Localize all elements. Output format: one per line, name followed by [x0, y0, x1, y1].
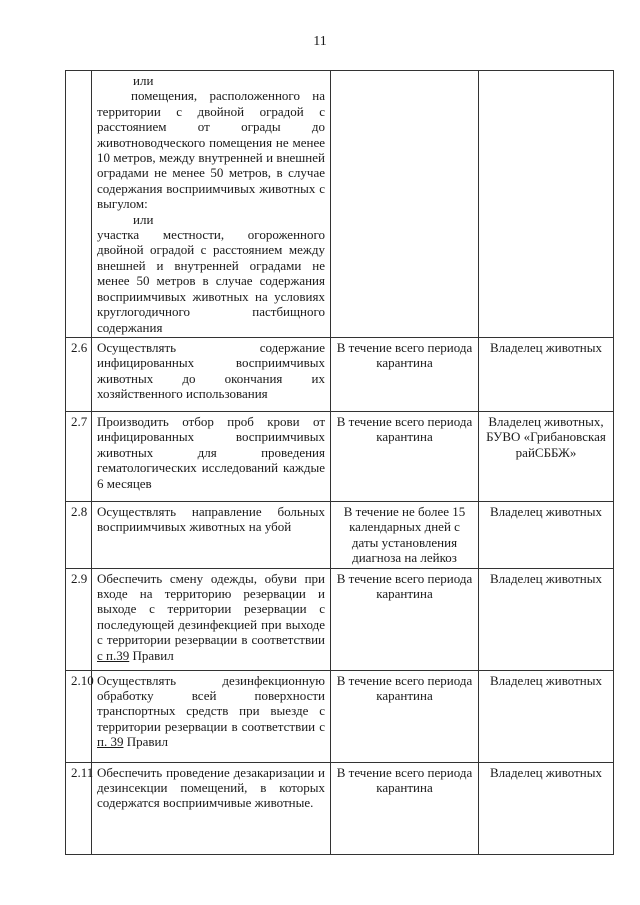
responsible-cell: Владелец животных	[479, 568, 614, 670]
row-number: 2.9	[66, 568, 92, 670]
term-cell: В течение всего периода карантина	[331, 670, 479, 762]
row-number: 2.8	[66, 501, 92, 568]
table-row	[66, 337, 614, 411]
action-text: Осуществлять дезинфекционную обработку всей поверхности транспортных средств при выезде с территории резервации в соответствии с	[97, 672, 325, 734]
table-row	[66, 670, 614, 762]
term-cell: В течение всего периода карантина	[331, 762, 479, 854]
action-text-tail: Правил	[123, 734, 168, 750]
term-cell: В течение не более 15 календарных дней с даты установления диагноза на лейкоз	[331, 501, 479, 568]
term-cell: В течение всего периода карантина	[331, 568, 479, 670]
page-number: 11	[313, 34, 327, 49]
row-number	[66, 71, 92, 338]
responsible-cell	[479, 71, 614, 338]
rules-reference-link[interactable]: п. 39	[97, 734, 124, 750]
action-cell	[92, 71, 331, 338]
rules-reference-link[interactable]: с п.39	[97, 647, 130, 663]
table-row	[66, 762, 614, 854]
action-text: участка местности, огороженного двойной оградой с расстоянием между внешней и внутренней оградами не менее 50 метров в случае содержания восприимчивых животных на условиях круглогодичного пастбищного содержания	[97, 227, 325, 335]
table-row	[66, 568, 614, 670]
action-text-tail: Правил	[129, 647, 174, 663]
action-cell: Обеспечить проведение дезакаризации и дезинсекции помещений, в которых содержатся восприимчивые животные.	[92, 762, 331, 854]
row-number: 2.10	[66, 670, 92, 762]
action-cell: Осуществлять направление больных восприимчивых животных на убой	[92, 501, 331, 568]
action-cell	[92, 568, 331, 670]
table-row	[66, 71, 614, 338]
table-row	[66, 501, 614, 568]
row-number: 2.7	[66, 411, 92, 501]
action-connector: или	[133, 73, 154, 88]
action-cell	[92, 670, 331, 762]
table-row	[66, 411, 614, 501]
term-cell: В течение всего периода карантина	[331, 411, 479, 501]
action-cell: Производить отбор проб крови от инфицированных восприимчивых животных для проведения гематологических исследований каждые 6 месяцев	[92, 411, 331, 501]
responsible-cell: Владелец животных	[479, 762, 614, 854]
responsible-cell: Владелец животных, БУВО «Грибановская райСББЖ»	[479, 411, 614, 501]
term-cell	[331, 71, 479, 338]
term-cell: В течение всего периода карантина	[331, 337, 479, 411]
row-number: 2.6	[66, 337, 92, 411]
action-text: Обеспечить смену одежды, обуви при входе на территорию резервации и выходе с территории резервации с последующей дезинфекцией при выходе с территории резервации в соответствии	[97, 570, 325, 648]
action-text: помещения, расположенного на территории с двойной оградой с расстоянием от ограды до животноводческого помещения не менее 10 метров, между внутренней и внешней оградами не менее 50 метров, в случае содержания восприимчивых животных с выгулом:	[97, 88, 325, 212]
responsible-cell: Владелец животных	[479, 337, 614, 411]
row-number: 2.11	[66, 762, 92, 854]
quarantine-measures-table	[65, 70, 614, 855]
responsible-cell: Владелец животных	[479, 670, 614, 762]
responsible-cell: Владелец животных	[479, 501, 614, 568]
action-cell: Осуществлять содержание инфицированных восприимчивых животных до окончания их хозяйственного использования	[92, 337, 331, 411]
action-connector: или	[133, 211, 154, 227]
